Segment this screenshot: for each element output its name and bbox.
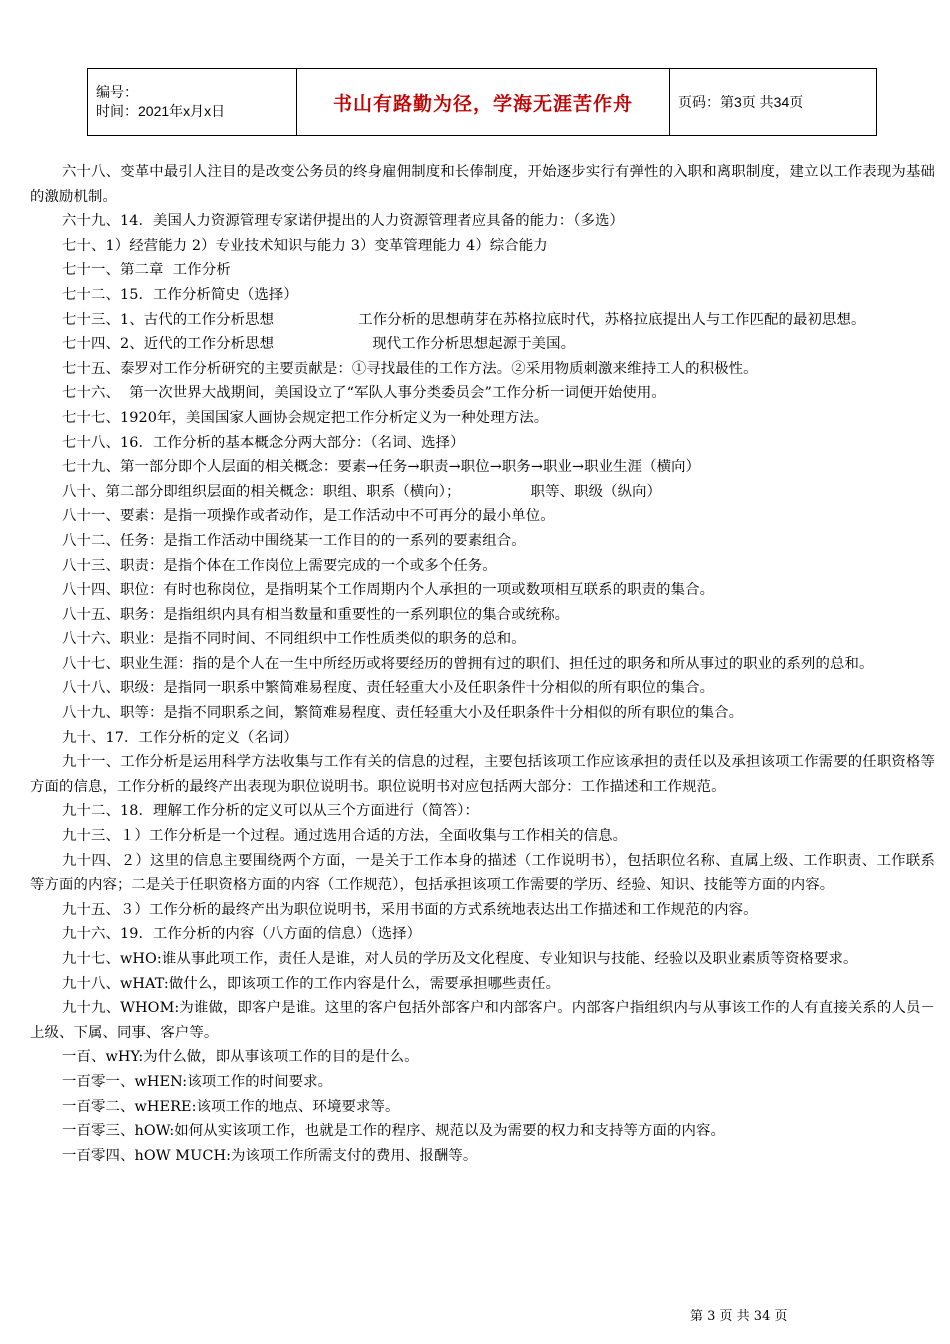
paragraph: 七十八、16．工作分析的基本概念分两大部分：（名词、选择） (62, 434, 465, 451)
paragraph: 七十三、1、古代的工作分析思想 工作分析的思想萌芽在苏格拉底时代，苏格拉底提出人与工作匹配的最初思想。 (62, 311, 866, 328)
paragraph: 七十九、第一部分即个人层面的相关概念：要素→任务→职责→职位→职务→职业→职业生涯（横向） (62, 459, 701, 476)
paragraph: 一百零二、wHERE:该项工作的地点、环境要求等。 (62, 1098, 400, 1115)
paragraph: 七十四、2、近代的工作分析思想 现代工作分析思想起源于美国。 (62, 336, 576, 353)
header-page-label: 页码：第3页 共34页 (670, 69, 877, 136)
paragraph: 八十三、职责：是指个体在工作岗位上需要完成的一个或多个任务。 (62, 557, 497, 574)
paragraph: 八十一、要素：是指一项操作或者动作，是工作活动中不可再分的最小单位。 (62, 508, 555, 525)
paragraph: 九十九、WHOM:为谁做，即客户是谁。这里的客户包括外部客户和内部客户。内部客户指组织内与从事该工作的人有直接关系的人员－上级、下属、同事、客户等。 (30, 1000, 935, 1041)
paragraph: 八十八、职级：是指同一职系中繁简难易程度、责任轻重大小及任职条件十分相似的所有职位的集合。 (62, 680, 715, 697)
paragraph: 七十七、1920年，美国国家人画协会规定把工作分析定义为一种处理方法。 (62, 409, 549, 426)
paragraph: 九十八、wHAT:做什么，即该项工作的工作内容是什么，需要承担哪些责任。 (62, 975, 561, 992)
page-footer: 第 3 页 共 34 页 (690, 1309, 788, 1324)
paragraph: 一百零四、hOW MUCH:为该项工作所需支付的费用、报酬等。 (62, 1147, 478, 1164)
paragraph: 一百、wHY:为什么做，即从事该项工作的目的是什么。 (62, 1049, 419, 1066)
paragraph: 八十九、职等：是指不同职系之间，繁简难易程度、责任轻重大小及任职条件十分相似的所有职位的集合。 (62, 705, 744, 722)
paragraph: 七十一、第二章 工作分析 (62, 262, 231, 279)
paragraph: 八十四、职位：有时也称岗位，是指明某个工作周期内个人承担的一项或数项相互联系的职责的集合。 (62, 582, 715, 599)
paragraph: 八十二、任务：是指工作活动中围绕某一工作目的的一系列的要素组合。 (62, 532, 526, 549)
paragraph: 八十六、职业：是指不同时间、不同组织中工作性质类似的职务的总和。 (62, 631, 526, 648)
document-body (30, 160, 935, 1168)
paragraph: 九十二、18．理解工作分析的定义可以从三个方面进行（简答）： (62, 803, 480, 820)
document-header (87, 68, 877, 136)
paragraph: 八十七、职业生涯：指的是个人在一生中所经历或将要经历的曾拥有过的职们、担任过的职务和所从事过的职业的系列的总和。 (62, 655, 874, 672)
paragraph: 九十六、19．工作分析的内容（八方面的信息）（选择） (62, 926, 422, 943)
paragraph: 九十、17．工作分析的定义（名词） (62, 729, 298, 746)
document-time-label: 时间：2021年x月x日 (96, 103, 226, 119)
paragraph: 九十一、工作分析是运用科学方法收集与工作有关的信息的过程，主要包括该项工作应该承担的责任以及承担该项工作需要的任职资格等方面的信息，工作分析的最终产出表现为职位说明书。职位说明书对应包括两大部分：工作描述和工作规范。 (30, 754, 935, 795)
paragraph: 七十二、15．工作分析简史（选择） (62, 286, 298, 303)
paragraph: 六十九、14．美国人力资源管理专家诺伊提出的人力资源管理者应具备的能力：（多选） (62, 213, 624, 230)
paragraph: 七十六、 第一次世界大战期间，美国设立了“军队人事分类委员会”工作分析一词便开始使用。 (62, 385, 666, 402)
paragraph: 九十七、wHO:谁从事此项工作，责任人是谁，对人员的学历及文化程度、专业知识与技能、经验以及职业素质等资格要求。 (62, 951, 858, 967)
paragraph: 七十五、泰罗对工作分析研究的主要贡献是：①寻找最佳的工作方法。②采用物质刺激来维持工人的积极性。 (62, 360, 758, 377)
header-meta-cell (88, 69, 297, 136)
document-number-label: 编号： (96, 84, 138, 100)
paragraph: 九十四、２）这里的信息主要围绕两个方面，一是关于工作本身的描述（工作说明书），包括职位名称、直属上级、工作职责、工作联系等方面的内容；二是关于任职资格方面的内容（工作规范），包括承担该项工作需要的学历、经验、知识、技能等方面的内容。 (30, 852, 935, 894)
paragraph: 一百零三、hOW:如何从实该项工作，也就是工作的程序、规范以及为需要的权力和支持等方面的内容。 (62, 1123, 725, 1140)
paragraph: 九十三、１）工作分析是一个过程。通过选用合适的方法，全面收集与工作相关的信息。 (62, 828, 628, 845)
header-motto: 书山有路勤为径，学海无涯苦作舟 (297, 69, 670, 136)
paragraph: 八十、第二部分即组织层面的相关概念：职组、职系（横向）； 职等、职级（纵向） (62, 483, 662, 500)
paragraph: 一百零一、wHEN:该项工作的时间要求。 (62, 1073, 333, 1090)
paragraph: 九十五、３）工作分析的最终产出为职位说明书，采用书面的方式系统地表达出工作描述和工作规范的内容。 (62, 901, 758, 918)
paragraph: 七十、1）经营能力 2）专业技术知识与能力 3）变革管理能力 4）综合能力 (62, 237, 548, 254)
paragraph: 八十五、职务：是指组织内具有相当数量和重要性的一系列职位的集合或统称。 (62, 606, 570, 623)
paragraph: 六十八、变革中最引人注目的是改变公务员的终身雇佣制度和长俸制度，开始逐步实行有弹性的入职和离职制度，建立以工作表现为基础的激励机制。 (30, 164, 935, 205)
